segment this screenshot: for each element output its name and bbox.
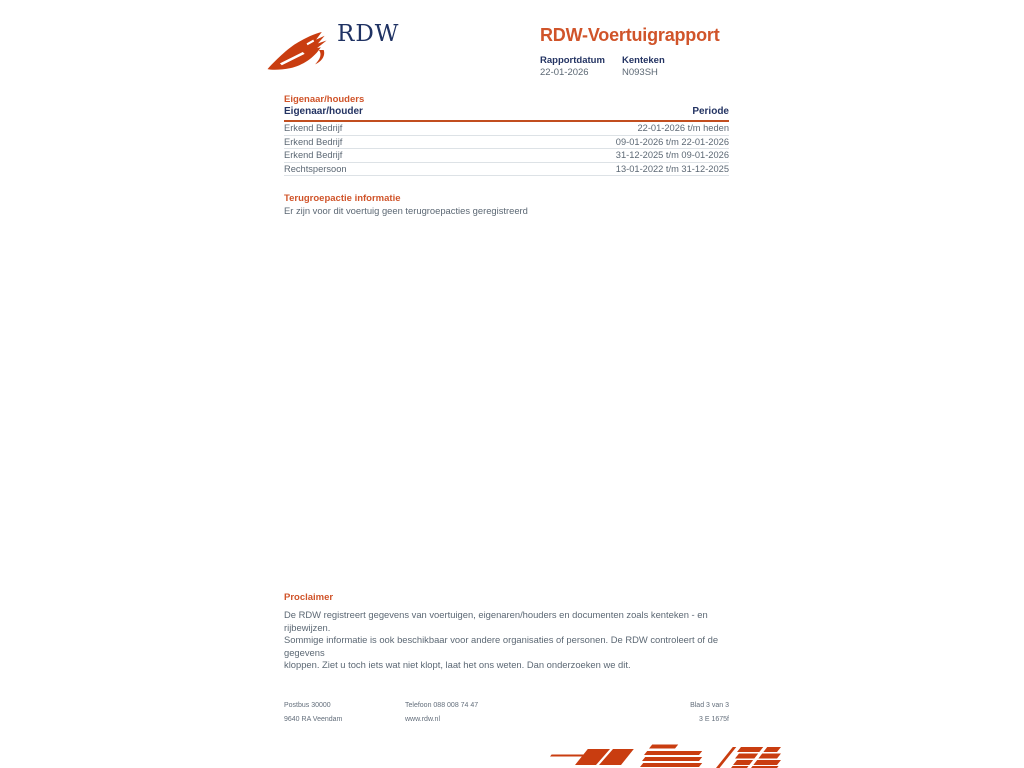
rdw-bird-logo-icon	[266, 31, 330, 71]
footer-address-line2: 9640 RA Veendam	[284, 716, 343, 723]
owners-table	[284, 106, 729, 176]
rdw-wordmark: RDW	[337, 21, 400, 47]
table-row	[284, 122, 729, 136]
footer-page-indicator: Blad 3 van 3	[690, 702, 729, 709]
column-header-owner: Eigenaar/houder	[284, 106, 363, 117]
period-cell: 09-01-2026 t/m 22-01-2026	[615, 136, 729, 147]
footer-page-info	[690, 702, 729, 723]
report-date-label: Rapportdatum	[540, 55, 605, 66]
page-title: RDW-Voertuigrapport	[540, 25, 720, 45]
footer-contact	[405, 702, 478, 723]
owner-cell: Erkend Bedrijf	[284, 123, 343, 133]
recall-section-body: Er zijn voor dit voertuig geen terugroepacties geregistreerd	[284, 205, 528, 216]
footer-phone: Telefoon 088 008 74 47	[405, 702, 479, 709]
period-cell: 13-01-2022 t/m 31-12-2025	[615, 163, 729, 174]
table-row	[284, 163, 729, 177]
owner-cell: Erkend Bedrijf	[284, 150, 343, 161]
footer-address	[284, 702, 342, 723]
period-cell: 22-01-2026 t/m heden	[637, 123, 729, 133]
period-cell: 31-12-2025 t/m 09-01-2026	[615, 150, 729, 161]
license-plate-label: Kenteken	[622, 55, 665, 66]
proclaimer-line: De RDW registreert gegevens van voertuigen, eigenaren/houders en documenten zoals kenteken - en rijbewijzen.	[284, 609, 708, 633]
proclaimer-body	[284, 609, 744, 672]
column-header-period: Periode	[692, 106, 729, 117]
proclaimer-line: kloppen. Ziet u toch iets wat niet klopt, laat het ons weten. Dan onderzoeken we dit.	[284, 659, 631, 671]
table-row	[284, 149, 729, 163]
license-plate-value: N093SH	[622, 67, 658, 78]
owner-cell: Rechtspersoon	[284, 163, 347, 174]
report-date-value: 22-01-2026	[540, 67, 589, 78]
footer-website: www.rdw.nl	[405, 716, 441, 723]
table-row	[284, 136, 729, 150]
proclaimer-heading: Proclaimer	[284, 592, 334, 603]
owners-section-heading: Eigenaar/houders	[284, 94, 365, 105]
proclaimer-line: Sommige informatie is ook beschikbaar voor andere organisaties of personen. De RDW controleert of de gegevens	[284, 634, 719, 658]
rdw-speed-graphic-icon	[548, 744, 784, 768]
recall-section-heading: Terugroepactie informatie	[284, 193, 401, 204]
footer-form-code: 3 E 1675f	[699, 716, 729, 723]
owner-cell: Erkend Bedrijf	[284, 136, 343, 147]
footer-address-line1: Postbus 30000	[284, 702, 331, 709]
owners-table-header	[284, 106, 729, 122]
